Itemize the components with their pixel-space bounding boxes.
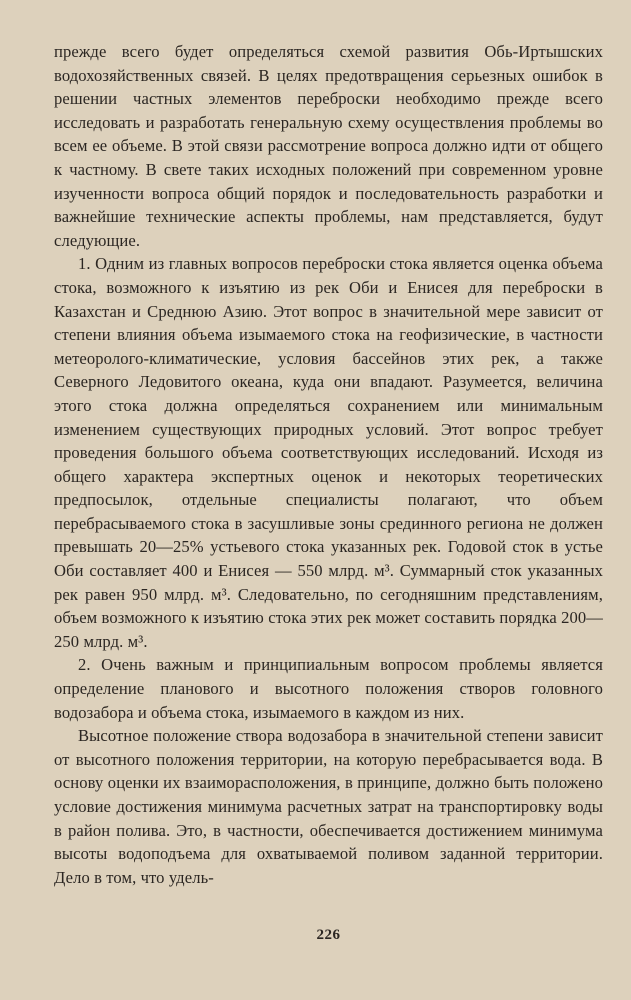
paragraph-point-2: 2. Очень важным и принципиальным вопросом проблемы является определение планового и высотного положения створов головного водозабора и объема стока, изымаемого в каждом из них. [54,655,603,722]
paragraph-point-1: 1. Одним из главных вопросов переброски стока является оценка объема стока, возможного к изъятию из рек Оби и Енисея для переброски в Казахстан и Среднюю Азию. Этот вопрос в значительной мере зависит от степени влияния объема изымаемого стока на геофизические, в частности метеоролого-климатические, условия бассейнов этих рек, а также Северного Ледовитого океана, куда они впадают. Разумеется, величина этого стока должна определяться сохранением или минимальным изменением существующих природных условий. Этот вопрос требует проведения большого объема соответствующих исследований. Исходя из общего характера экспертных оценок и некоторых теоретических предпосылок, отдельные специалисты полагают, что объем перебрасываемого стока в засушливые зоны срединного региона не должен превышать 20—25% устьевого стока указанных рек. Годовой сток в устье Оби составляет 400 и Енисея — 550 млрд. м³. Суммарный сток указанных рек равен 950 млрд. м³. Следовательно, по сегодняшним представлениям, объем возможного к изъятию стока этих рек может составить порядка 200—250 млрд. м³. [54,254,603,651]
body-text [54,40,603,889]
paragraph-continuation: прежде всего будет определяться схемой развития Обь-Иртышских водохозяйственных связей. В целях предотвращения серьезных ошибок в решении частных элементов переброски необходимо прежде всего исследовать и разработать генеральную схему осуществления проблемы во всем ее объеме. В этой связи рассмотрение вопроса должно идти от общего к частному. В свете таких исходных положений при современном уровне изученности вопроса общий порядок и последовательность разработки и важнейшие технические аспекты проблемы, нам представляется, будут следующие. [54,42,603,250]
paragraph-intake-elevation: Высотное положение створа водозабора в значительной степени зависит от высотного положения территории, на которую перебрасывается вода. В основу оценки их взаиморасположения, в принципе, должно быть положено условие достижения минимума расчетных затрат на транспортировку воды в район полива. Это, в частности, обеспечивается достижением минимума высоты водоподъема для охватываемой поливом заданной территории. Дело в том, что удель- [54,726,603,887]
page-number-text: 226 [316,927,341,943]
page-number [0,927,631,944]
